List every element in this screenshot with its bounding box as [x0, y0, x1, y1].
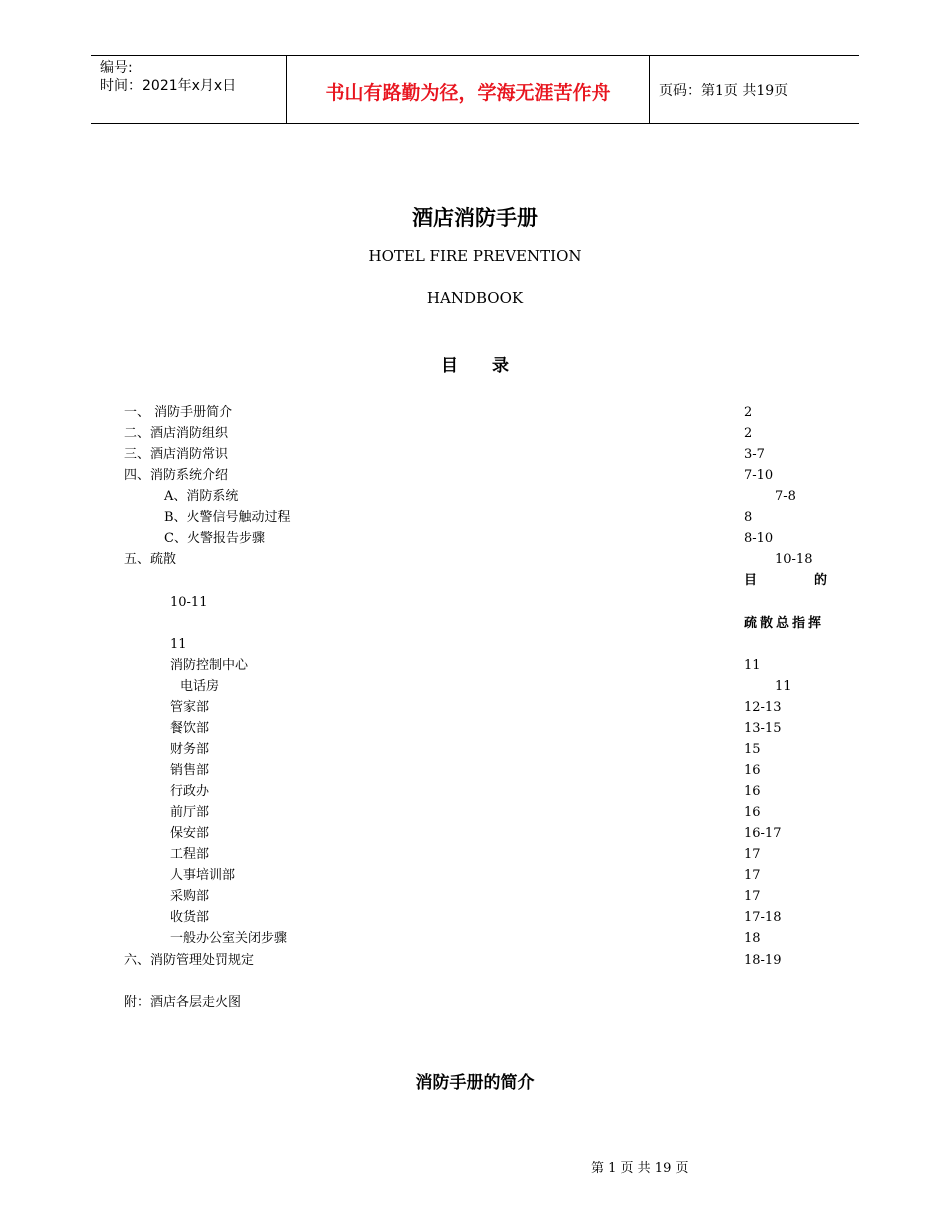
toc-entry-page: 11	[775, 679, 792, 694]
toc-entry-label: 一般办公室关闭步骤	[170, 931, 288, 946]
toc-entry-page: 16	[744, 784, 761, 799]
toc-entry-label: 三、酒店消防常识	[124, 447, 229, 462]
toc-entry-page: 17-18	[744, 910, 782, 925]
toc-entry-label: 六、消防管理处罚规定	[124, 953, 255, 968]
toc-entry-page: 7-8	[775, 489, 796, 504]
serial-label: 编号:	[100, 60, 133, 76]
toc-entry-label: B、火警信号触动过程	[164, 510, 291, 525]
toc-entry-page: 11	[744, 658, 761, 673]
toc-entry-label: 11	[170, 637, 187, 652]
toc-entry-label: 人事培训部	[170, 868, 236, 883]
toc-entry-page: 12-13	[744, 700, 782, 715]
toc-entry-label: 电话房	[180, 679, 220, 694]
toc-entry-page: 8	[744, 510, 753, 525]
toc-entry-label: 管家部	[170, 700, 210, 715]
toc-entry-label: 四、消防系统介绍	[124, 468, 229, 483]
toc-entry-label: A、消防系统	[164, 489, 239, 504]
toc-entry-label: C、火警报告步骤	[164, 531, 265, 546]
toc-entry-label: 保安部	[170, 826, 210, 841]
toc-entry-page: 2	[744, 405, 753, 420]
toc-entry-page: 8-10	[744, 531, 774, 546]
toc-entry-page: 16-17	[744, 826, 782, 841]
document-title: 酒店消防手册	[412, 205, 538, 230]
document-subtitle-line2: HANDBOOK	[426, 289, 524, 307]
toc-entry-label: 消防控制中心	[170, 658, 249, 673]
time-label: 时间：2021年x月x日	[100, 78, 237, 94]
section-heading: 消防手册的简介	[415, 1073, 535, 1093]
toc-entry-page: 17	[744, 889, 761, 904]
header-meta	[100, 59, 236, 95]
toc-heading: 目 录	[441, 356, 523, 376]
header-motto: 书山有路勤为径，学海无涯苦作舟	[325, 82, 611, 104]
page-footer: 第 1 页 共 19 页	[591, 1161, 689, 1176]
toc-entry-label: 二、酒店消防组织	[124, 426, 229, 441]
toc-entry-label: 10-11	[170, 595, 208, 610]
toc-entry-page: 2	[744, 426, 753, 441]
toc-entry-label: 收货部	[170, 910, 210, 925]
toc-entry-page: 18	[744, 931, 761, 946]
toc-entry-label: 疏散总指挥	[744, 616, 825, 631]
toc-entry-page: 16	[744, 763, 761, 778]
appendix-note: 附：酒店各层走火图	[124, 995, 242, 1010]
document-subtitle-line1: HOTEL FIRE PREVENTION	[368, 247, 582, 265]
header-table	[91, 55, 859, 124]
toc-entry-label: 前厅部	[170, 805, 210, 820]
toc-entry-page: 3-7	[744, 447, 765, 462]
toc-entry-label: 目	[744, 573, 758, 588]
toc-entry-label: 财务部	[170, 742, 210, 757]
toc-entry-page: 10-18	[775, 552, 813, 567]
toc-entry-page: 13-15	[744, 721, 782, 736]
toc-entry-page: 17	[744, 868, 761, 883]
toc-entry-page: 15	[744, 742, 761, 757]
toc-entry-label: 五、疏散	[124, 552, 177, 567]
toc-entry-page: 18-19	[744, 953, 782, 968]
toc-entry-page: 16	[744, 805, 761, 820]
toc-entry-label: 采购部	[170, 889, 210, 904]
toc-entry-label: 一、 消防手册简介	[124, 405, 233, 420]
toc-entry-label: 行政办	[170, 784, 210, 799]
toc-entry-label: 餐饮部	[170, 721, 210, 736]
header-page-info: 页码：第1页 共19页	[659, 83, 789, 99]
header-divider	[649, 56, 650, 123]
toc-entry-page: 的	[814, 573, 828, 588]
toc-entry-page: 17	[744, 847, 761, 862]
toc-entry-label: 销售部	[170, 763, 210, 778]
toc-entry-page: 7-10	[744, 468, 774, 483]
toc-entry-label: 工程部	[170, 847, 210, 862]
